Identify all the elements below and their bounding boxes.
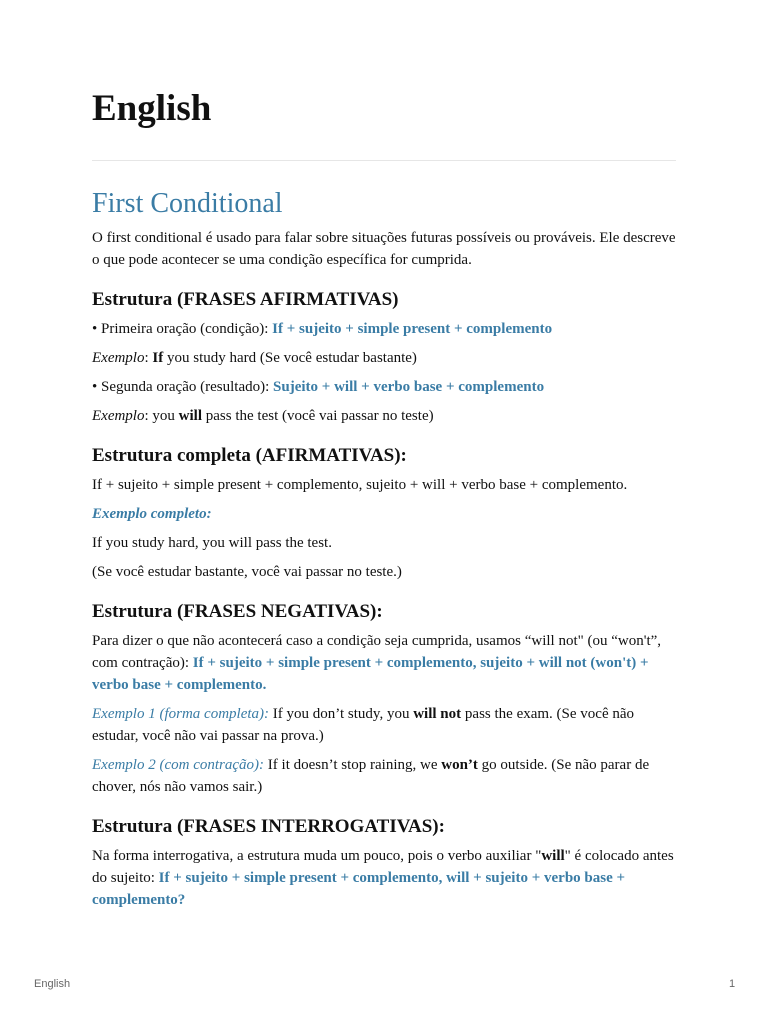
example-keyword: will bbox=[178, 408, 202, 424]
example-label: Exemplo 2 (com contração): bbox=[92, 757, 265, 773]
example-text: If you don’t study, you bbox=[269, 706, 414, 722]
example-text: pass the exam. (Se você não estudar, você não vai passar na prova.) bbox=[92, 706, 635, 744]
completa-formula: If + sujeito + simple present + complemento, sujeito + will + verbo base + complemento. bbox=[92, 477, 628, 493]
negativas-example-1 bbox=[92, 703, 676, 747]
example-keyword: will not bbox=[413, 706, 462, 722]
document-body bbox=[92, 184, 676, 911]
completa-example-en: If you study hard, you will pass the test. bbox=[92, 535, 332, 551]
example-text: you study hard (Se você estudar bastante) bbox=[163, 350, 417, 366]
example-separator: : bbox=[144, 350, 153, 366]
footer-page-number: 1 bbox=[729, 978, 736, 990]
example-text: go outside. (Se não parar de chover, nós não vamos sair.) bbox=[92, 757, 650, 795]
condition-formula: If + sujeito + simple present + complemento bbox=[272, 321, 553, 337]
interrogativas-intro bbox=[92, 845, 676, 911]
interrogativas-heading: Estrutura (FRASES INTERROGATIVAS): bbox=[92, 816, 445, 837]
example-text: If it doesn’t stop raining, we bbox=[264, 757, 442, 773]
title-divider bbox=[92, 160, 676, 161]
negativas-intro-text: Para dizer o que não acontecerá caso a condição seja cumprida, usamos “will not" (ou “won't”, com contração): bbox=[92, 633, 662, 671]
page-title: English bbox=[92, 88, 212, 129]
example-keyword: won’t bbox=[441, 757, 478, 773]
negativas-formula: If + sujeito + simple present + complemento, sujeito + will not (won't) + verbo base + complemento. bbox=[92, 655, 649, 693]
interrogativas-formula: If + sujeito + simple present + complemento, will + sujeito + verbo base + complemento? bbox=[92, 870, 626, 908]
completa-example-label: Exemplo completo: bbox=[92, 506, 212, 522]
example-condition bbox=[92, 347, 676, 369]
example-label: Exemplo bbox=[92, 350, 145, 366]
negativas-heading: Estrutura (FRASES NEGATIVAS): bbox=[92, 601, 383, 622]
negativas-intro bbox=[92, 630, 676, 696]
negativas-example-2 bbox=[92, 754, 676, 798]
section-heading: First Conditional bbox=[92, 188, 283, 219]
interrogativas-text: Na forma interrogativa, a estrutura muda um pouco, pois o verbo auxiliar " bbox=[92, 848, 542, 864]
completa-heading: Estrutura completa (AFIRMATIVAS): bbox=[92, 445, 407, 466]
interrogativas-keyword: will bbox=[541, 848, 565, 864]
example-label: Exemplo bbox=[92, 408, 145, 424]
bullet-result-label: • Segunda oração (resultado): bbox=[92, 379, 274, 395]
footer-doc-name: English bbox=[34, 978, 71, 990]
completa-example-pt: (Se você estudar bastante, você vai passar no teste.) bbox=[92, 564, 402, 580]
interrogativas-text: " é colocado antes do sujeito: bbox=[92, 848, 674, 886]
bullet-result bbox=[92, 376, 676, 398]
intro-paragraph: O first conditional é usado para falar sobre situações futuras possíveis ou prováveis. Ele descreve o que pode acontecer se uma condição específica for cumprida. bbox=[92, 230, 676, 268]
result-formula: Sujeito + will + verbo base + complemento bbox=[273, 379, 545, 395]
bullet-condition-label: • Primeira oração (condição): bbox=[92, 321, 273, 337]
example-keyword: If bbox=[152, 350, 164, 366]
afirmativas-heading: Estrutura (FRASES AFIRMATIVAS) bbox=[92, 289, 399, 310]
example-label: Exemplo 1 (forma completa): bbox=[92, 706, 270, 722]
example-text: pass the test (você vai passar no teste) bbox=[202, 408, 434, 424]
example-text: : you bbox=[144, 408, 179, 424]
example-result bbox=[92, 405, 676, 427]
bullet-condition bbox=[92, 318, 676, 340]
